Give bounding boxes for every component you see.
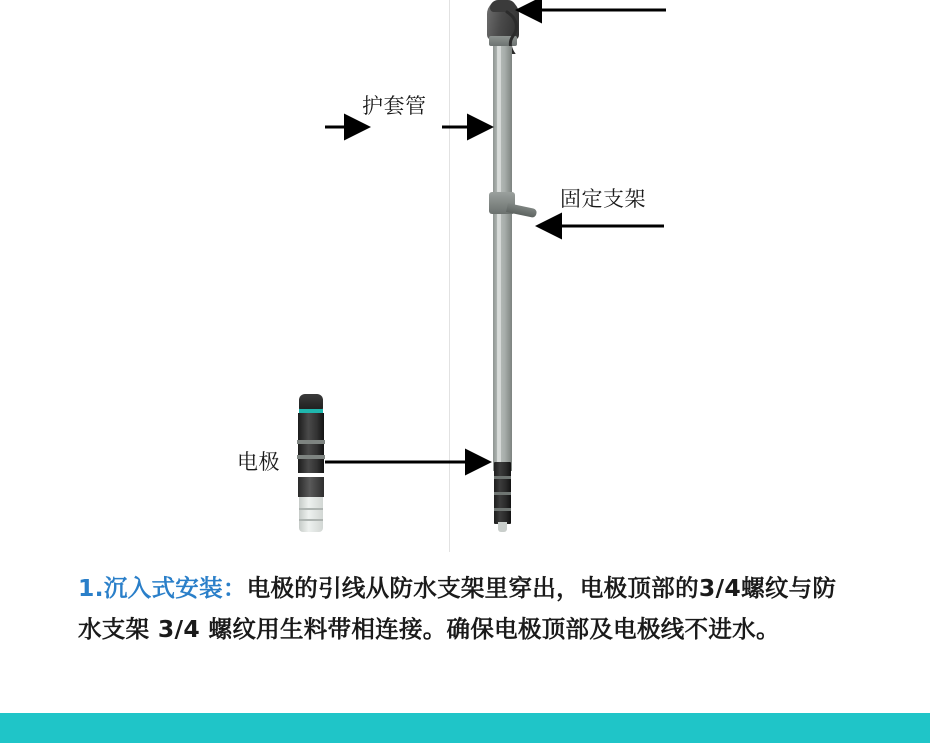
label-sheath-tube: 护套管: [362, 94, 427, 118]
caption-index: 1.沉入式安装：: [78, 574, 247, 602]
label-electrode: 电极: [237, 450, 280, 474]
caption-text: 电极的引线从防水支架里穿出，电极顶部的3/4螺纹与防水支架 3/4 螺纹用生料带相连接。确保电极顶部及电极线不进水。: [78, 574, 837, 643]
footer-bar: [0, 713, 930, 743]
caption-block: [0, 568, 930, 650]
label-fixed-bracket: 固定支架: [560, 187, 646, 211]
